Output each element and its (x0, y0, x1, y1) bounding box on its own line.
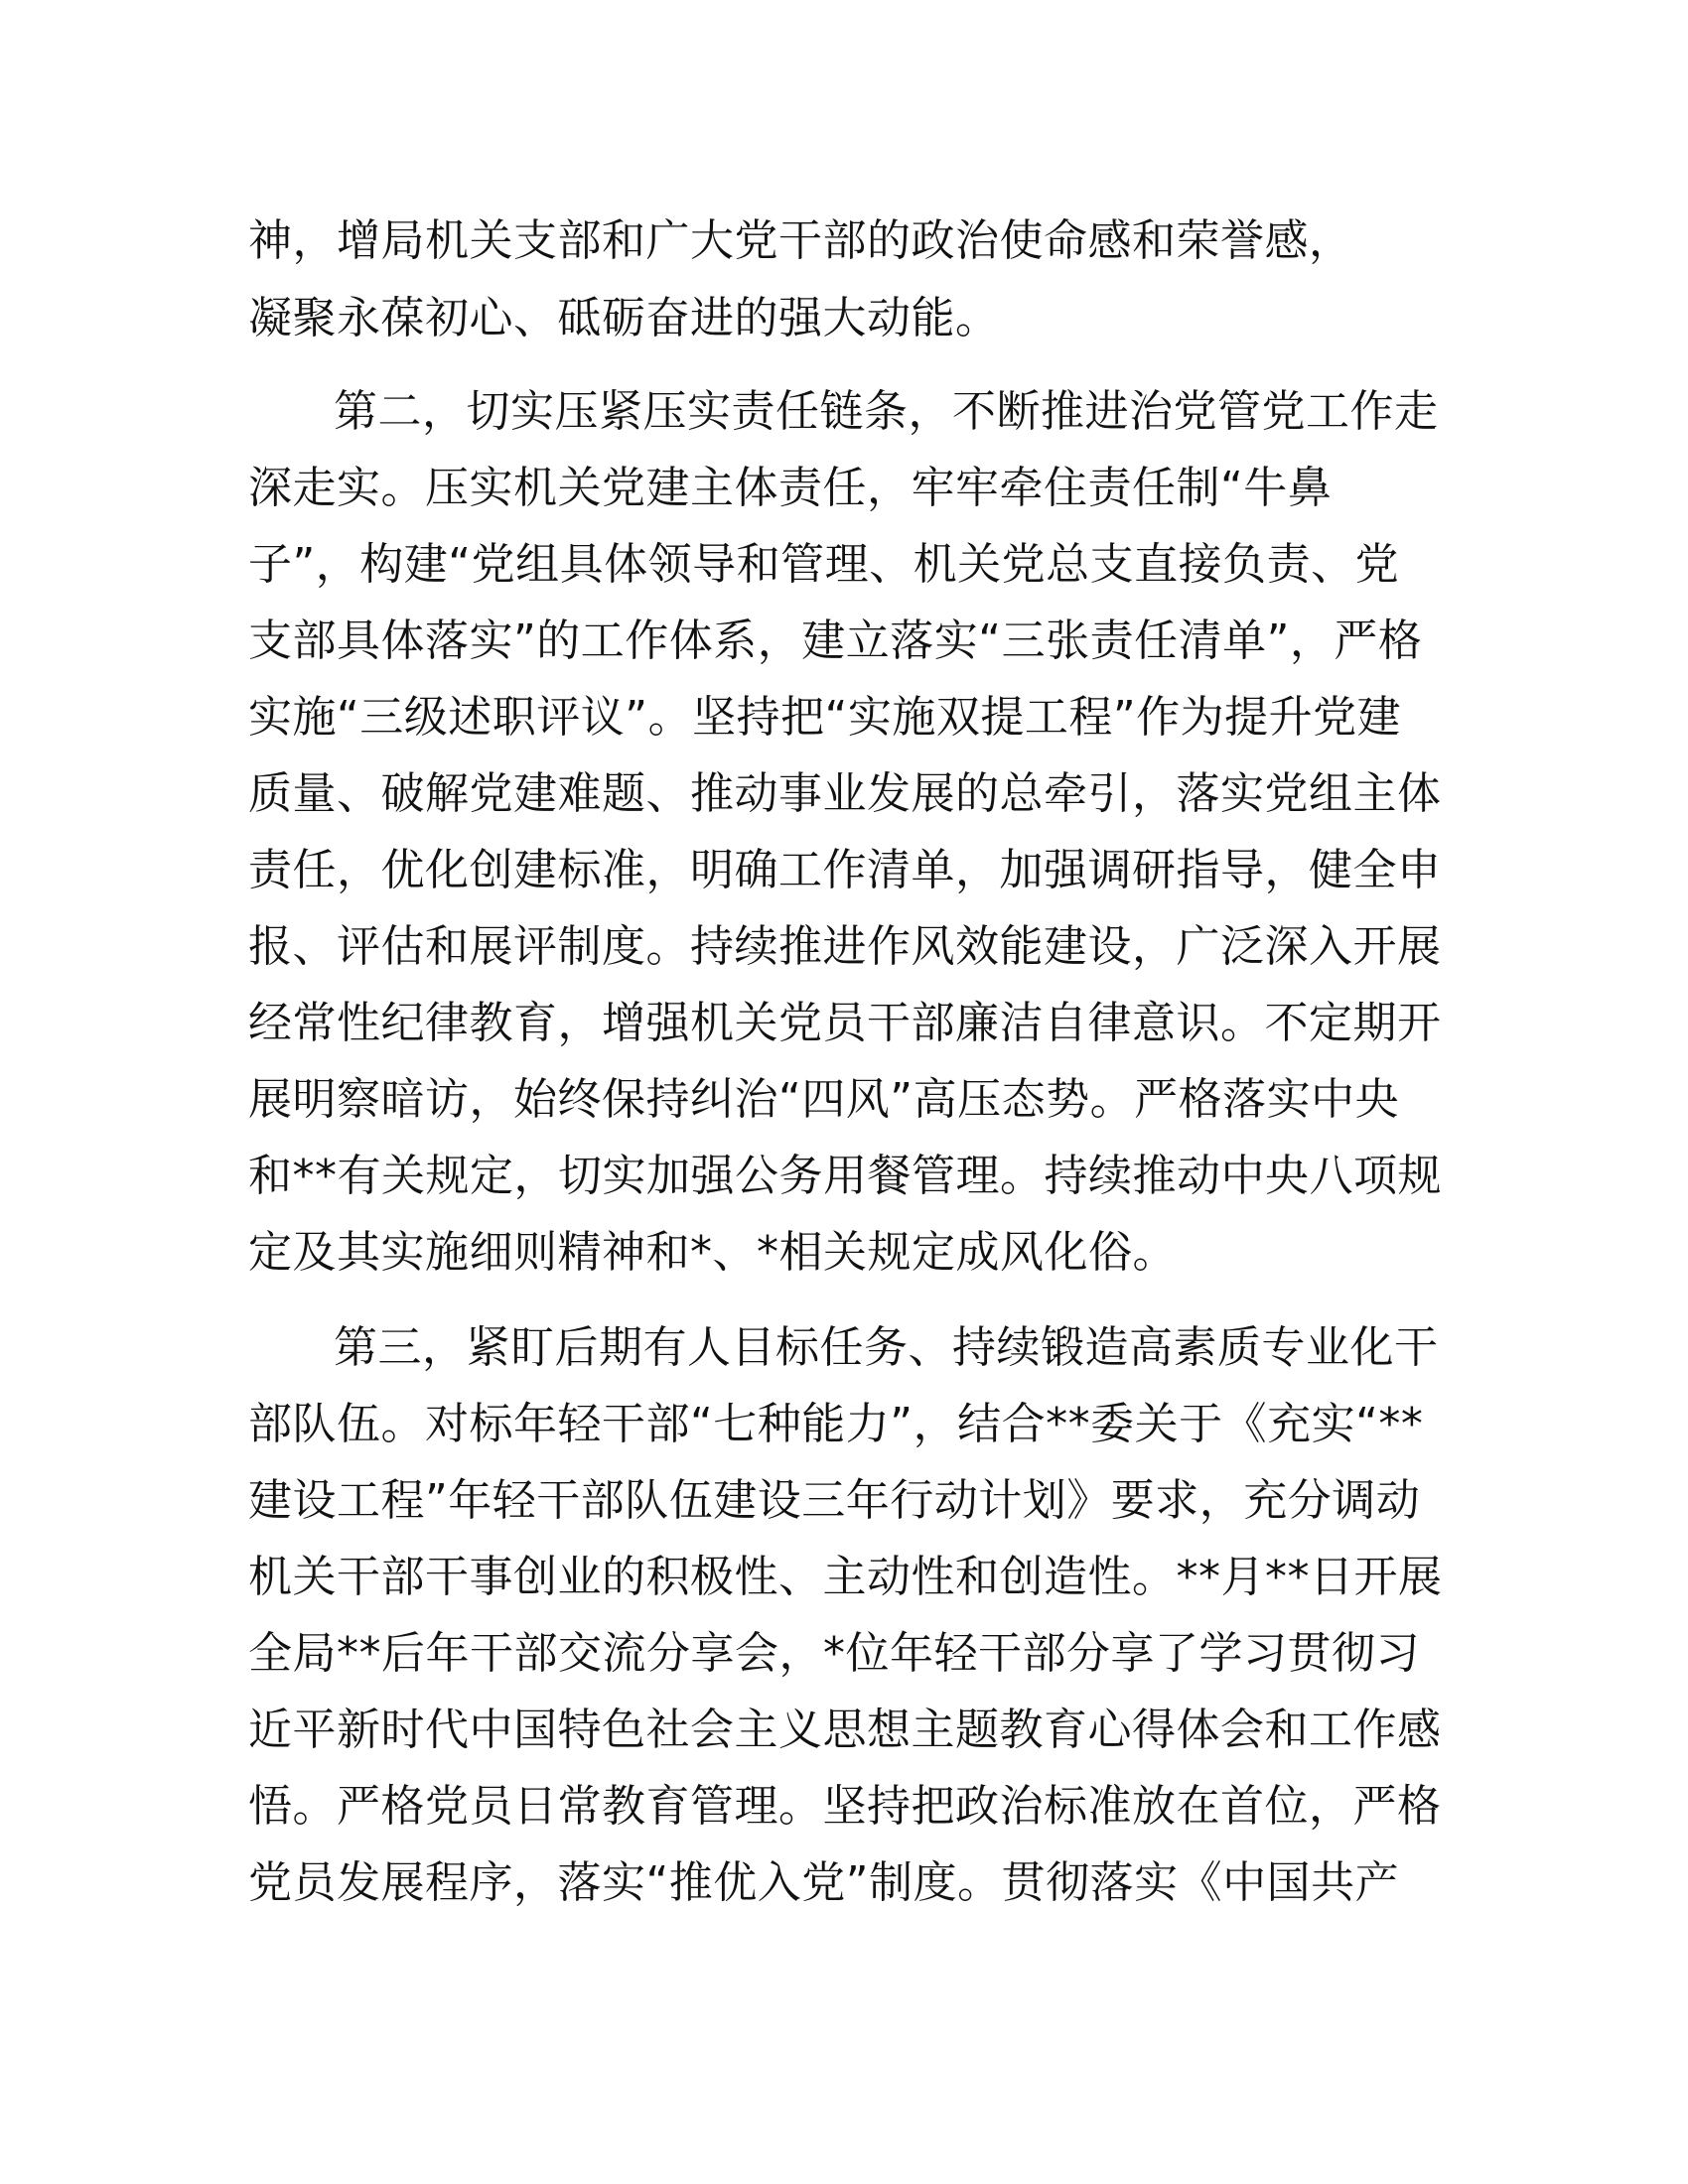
text-line: 神，增局机关支部和广大党干部的政治使命感和荣誉感， (248, 215, 1353, 266)
text-line: 定及其实施细则精神和*、*相关规定成风化俗。 (248, 1227, 1177, 1278)
text-line: 党员发展程序，落实“推优入党”制度。贯彻落实《中国共产 (248, 1857, 1400, 1908)
text-line: 凝聚永葆初心、砥砺奋进的强大动能。 (248, 293, 1000, 343)
text-line: 支部具体落实”的工作体系，建立落实“三张责任清单”，严格 (248, 615, 1423, 666)
text-line: 责任，优化创建标准，明确工作清单，加强调研指导，健全申 (248, 845, 1442, 895)
paragraph-start-line: 第三，紧盯后期有人目标任务、持续锻造高素质专业化干 (334, 1322, 1439, 1373)
text-line: 经常性纪律教育，增强机关党员干部廉洁自律意识。不定期开 (248, 998, 1442, 1048)
text-line: 近平新时代中国特色社会主义思想主题教育心得体会和工作感 (248, 1705, 1442, 1755)
text-line: 全局**后年干部交流分享会，*位年轻干部分享了学习贯彻习 (248, 1628, 1420, 1679)
text-line: 部队伍。对标年轻干部“七种能力”，结合**委关于《充实“** (248, 1399, 1424, 1449)
text-line: 深走实。压实机关党建主体责任，牢牢牵住责任制“牛鼻 (248, 463, 1333, 513)
text-line: 展明察暗访，始终保持纠治“四风”高压态势。严格落实中央 (248, 1074, 1400, 1125)
text-line: 悟。严格党员日常教育管理。坚持把政治标准放在首位，严格 (248, 1781, 1442, 1832)
text-line: 子”，构建“党组具体领导和管理、机关党总支直接负责、党 (248, 539, 1400, 590)
text-line: 实施“三级述职评议”。坚持把“实施双提工程”作为提升党建 (248, 692, 1402, 743)
text-line: 报、评估和展评制度。持续推进作风效能建设，广泛深入开展 (248, 921, 1442, 972)
text-line: 建设工程”年轻干部队伍建设三年行动计划》要求，充分调动 (248, 1475, 1421, 1526)
paragraph-start-line: 第二，切实压紧压实责任链条，不断推进治党管党工作走 (334, 386, 1439, 437)
text-line: 和**有关规定，切实加强公务用餐管理。持续推动中央八项规 (248, 1151, 1442, 1201)
text-line: 机关干部干事创业的积极性、主动性和创造性。**月**日开展 (248, 1552, 1443, 1602)
text-line: 质量、破解党建难题、推动事业发展的总牵引，落实党组主体 (248, 768, 1442, 819)
